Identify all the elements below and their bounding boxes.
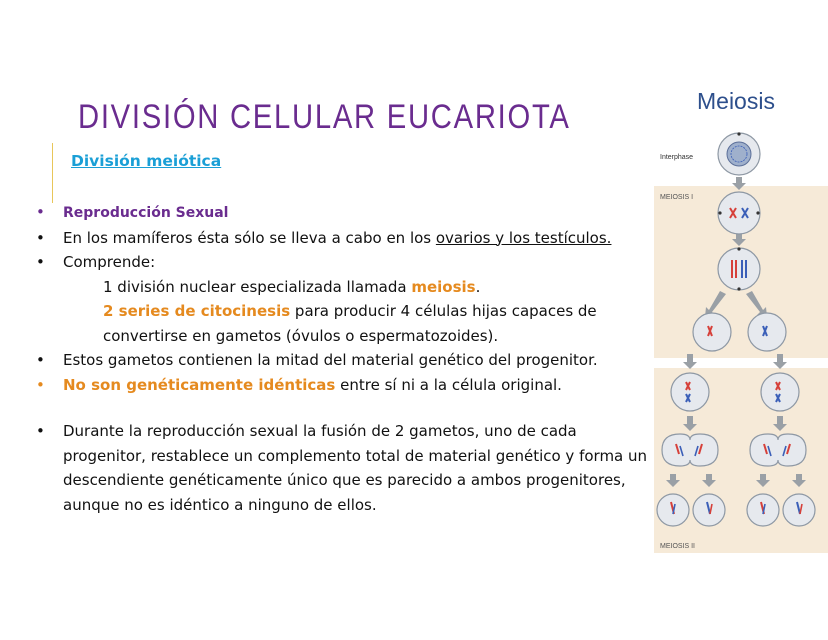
- interphase-label: Interphase: [660, 154, 694, 161]
- highlight-meiosis: meiosis: [411, 277, 476, 296]
- bullet-text: Reproducción Sexual: [63, 205, 229, 221]
- meiosis2-dividing-a: [662, 434, 718, 466]
- highlight-citocinesis: 2 series de citocinesis: [103, 302, 291, 320]
- sub-text: .: [475, 277, 481, 296]
- meiosis1-daughter-b: [748, 313, 786, 351]
- subtitle-link[interactable]: División meiótica: [71, 152, 222, 170]
- bullet-text: entre sí ni a la célula original.: [335, 375, 562, 394]
- bullet-list: [36, 200, 676, 517]
- meiosis1-cell-b: [718, 247, 760, 290]
- bullet-no-identicas: [36, 373, 676, 398]
- sub-item-citocinesis: [36, 299, 676, 324]
- meiosis2-cell-a: [671, 373, 709, 411]
- diagram-title: Meiosis: [697, 88, 775, 114]
- sub-text: para producir 4 células hijas capaces de: [290, 302, 597, 320]
- bullet-text: Comprende:: [63, 253, 156, 271]
- bullet-text: En los mamíferos ésta sólo se lleva a cabo en los: [63, 228, 436, 247]
- bullet-text: Estos gametos contienen la mitad del material genético del progenitor.: [63, 351, 598, 369]
- meiosis1-cell-a: [718, 192, 760, 234]
- meiosis2-cell-b: [761, 373, 799, 411]
- meiosis1-label: MEIOSIS I: [660, 194, 694, 201]
- accent-line: [52, 143, 53, 203]
- meiosis2-label: MEIOSIS II: [660, 543, 696, 550]
- underlined-text: ovarios y los testículos.: [435, 228, 612, 247]
- sub-item-meiosis: [36, 275, 676, 300]
- bullet-gametos: [36, 348, 676, 373]
- meiosis-diagram: [650, 86, 828, 556]
- slide-title: DIVISIÓN CELULAR EUCARIOTA: [78, 98, 571, 136]
- bullet-reproduccion-sexual: [36, 419, 663, 517]
- bullet-mamiferos: [36, 226, 676, 251]
- bullet-comprende: [36, 250, 676, 275]
- meiosis1-daughter-a: [693, 313, 731, 351]
- sub-text: 1 división nuclear especializada llamada: [103, 277, 412, 296]
- bullet-text: Durante la reproducción sexual la fusión de 2 gametos, uno de cada progenitor, restablece un complemento total de material genético y forma un descendiente genéticamente único que es parecido a ambos progenitores, aunque no es idéntico a ninguno de ellos.: [63, 422, 648, 514]
- meiosis2-dividing-b: [750, 434, 806, 466]
- interphase-cell: [718, 132, 760, 175]
- highlight-no-identicas: No son genéticamente idénticas: [63, 375, 336, 394]
- sub-item-continuation: [36, 324, 676, 349]
- bullet-reproduccion: [36, 200, 676, 226]
- sub-text: convertirse en gametos (óvulos o espermatozoides).: [103, 326, 499, 345]
